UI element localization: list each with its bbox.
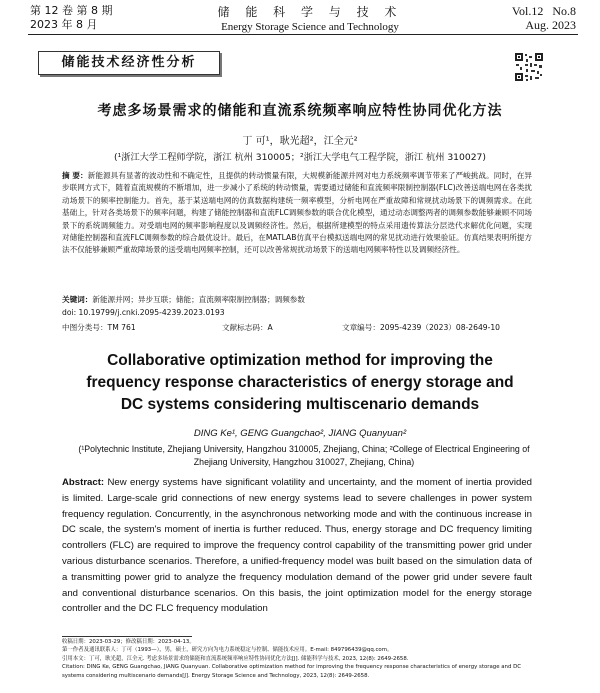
document-code: 文献标志码：A bbox=[222, 323, 273, 332]
cn-keywords-text: 新能源并网；异步互联；储能；直流频率限制控制器；调频参数 bbox=[92, 295, 305, 304]
cn-abstract bbox=[62, 170, 532, 257]
qr-code-icon bbox=[514, 52, 544, 82]
section-label bbox=[38, 51, 220, 75]
header-rule bbox=[28, 34, 578, 35]
issue-cn: 第 12 卷 第 8 期 bbox=[30, 4, 113, 17]
en-title-line: frequency response characteristics of energy storage and bbox=[86, 374, 514, 391]
cn-title: 考虑多场景需求的储能和直流系统频率响应特性协同优化方法 bbox=[97, 103, 503, 119]
cn-keywords bbox=[62, 294, 532, 305]
footnotes bbox=[62, 638, 542, 680]
header-journal bbox=[180, 3, 440, 33]
en-title-line: DC systems considering multiscenario demands bbox=[120, 396, 480, 413]
journal-title-en: Energy Storage Science and Technology bbox=[221, 21, 399, 33]
en-affiliation: (¹Polytechnic Institute, Zhejiang University, Hangzhou 310005, Zhejiang, China; ²College of Electrical Engineering of Zhejiang University, Hangzhou 310027, Zhejiang, China) bbox=[78, 444, 530, 467]
journal-title-cn: 储 能 科 学 与 技 术 bbox=[217, 5, 403, 19]
footnote-citation-cn: 引用本文：丁可，耿光超，江全元. 考虑多场景需求的储能和直流系统频率响应特性协同优化方法[J]. 储能科学与技术, 2023, 12(8): 2649-2658. bbox=[62, 655, 409, 662]
footnote-author: 第一作者及通讯联系人：丁可（1993—），男，硕士，研究方向为电力系统稳定与控制、储能技术应用。E-mail: 849796439@qq.com。 bbox=[62, 647, 393, 654]
footnote-citation-en: Citation: DING Ke, GENG Guangchao, JIANG Quanyuan. Collaborative optimization method for improving the frequency response characteristics of energy storage and DC systems considering multiscenario demands[J]. Energy Storage Science and Technology, 2023, 12(8): 2649-2658. bbox=[62, 664, 522, 679]
en-title bbox=[40, 350, 560, 416]
cn-keywords-label: 关键词： bbox=[62, 295, 93, 304]
cn-abstract-text: 新能源具有显著的波动性和不确定性，且提供的转动惯量有限，大规模新能源并网对电力系统频率调节带来了严峻挑战。同时，在异步联网方式下，随着直流规模的不断增加，进一步减小了系统的转动惯量，需要通过储能和直流频率限制控制器(FLC)改善送端电网在各类扰动场景下的频率控制能力。首先，基于某送端电网的仿真数据构建统一频率模型，分析电网在严重故障和常规扰动场景下的调频需求。在此基础上，针对各类场景下的频率问题，构建了储能控制器和直流FLC调频参数的联合优化模型，通过动态调整两者的调频参数能够兼顾不同场景下的系统调频能力。对受端电网的频率影响程度以及调频经济性。然后，根据所建模型的特点采用遗传算法分层迭代求解优化问题，实现对储能控制器和直流FLC调频参数的综合最优设计。最后，在MATLAB仿真平台模拟送端电网的常见扰动进行效果验证。仿真结果表明所提方法不仅能够兼顾严重故障场景的送受端电网频率控制，还可以改善常规扰动场景下的送端电网频率特性以及调频经济性。 bbox=[62, 171, 532, 255]
cn-abstract-label: 摘 要： bbox=[62, 171, 88, 180]
doi[interactable]: doi: 10.19799/j.cnki.2095-4239.2023.0193 bbox=[62, 308, 225, 317]
article-number: 文章编号：2095-4239（2023）08-2649-10 bbox=[342, 323, 501, 332]
volume-en: Vol.12 No.8 bbox=[511, 4, 576, 18]
en-title-line: Collaborative optimization method for improving the bbox=[107, 352, 493, 369]
header-left bbox=[30, 4, 112, 32]
date-cn: 2023 年 8 月 bbox=[30, 18, 98, 31]
footnote-rule bbox=[62, 636, 192, 637]
date-en: Aug. 2023 bbox=[525, 18, 576, 32]
en-abstract-label: Abstract: bbox=[62, 477, 105, 488]
section-label-text: 储能技术经济性分析 bbox=[61, 55, 197, 70]
cn-authors: 丁 可¹，耿光超²，江全元² bbox=[242, 136, 358, 147]
header-right bbox=[512, 4, 576, 32]
cn-affiliation: (¹浙江大学工程师学院，浙江 杭州 310005；²浙江大学电气工程学院，浙江 杭州 310027) bbox=[114, 152, 486, 163]
en-abstract bbox=[62, 475, 532, 617]
footnote-received: 收稿日期：2023-03-29；修改稿日期：2023-04-13。 bbox=[62, 639, 195, 645]
clc-number: 中图分类号：TM 761 bbox=[62, 323, 136, 332]
en-abstract-text: New energy systems have significant volatility and uncertainty, and the moment of inertia provided is limited. Large-scale grid connections of new energy systems lead to severe challenges in power system frequency regulation. Concurrently, in the asynchronous networking mode and with the continuous increase in DC scale, the system's moment of inertia is further reduced. Thus, energy storage and DC frequency limiting controllers (FLC) are required to improve the frequency control capability of the transmitting power grid under various disturbance scenarios. Therefore, a unified-frequency model was built based on the simulation data of a transmitting power grid to analyze the frequency modulation demand of the power grid under severe fault and conventional disturbance scenarios. On this basis, the joint optimization model for the energy storage controller and the DC FLC frequency modulation bbox=[62, 477, 532, 615]
en-authors: DING Ke¹, GENG Guangchao², JIANG Quanyuan² bbox=[193, 428, 407, 439]
